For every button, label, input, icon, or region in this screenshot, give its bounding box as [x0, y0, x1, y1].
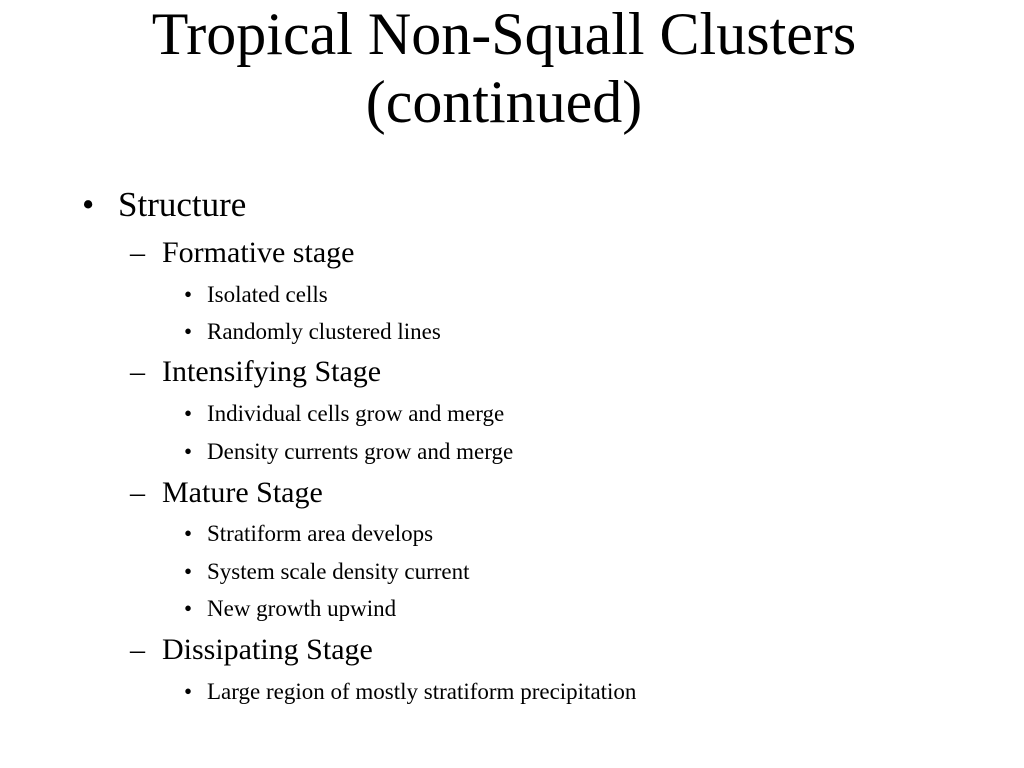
bullet-marker: •: [184, 596, 193, 621]
bullet-marker: •: [184, 521, 193, 546]
dash-marker: –: [130, 633, 145, 666]
item-text: Individual cells grow and merge: [207, 401, 505, 426]
bullet-marker: •: [184, 439, 193, 464]
slide-title-line-1: Tropical Non-Squall Clusters: [151, 1, 857, 67]
dash-marker: –: [130, 355, 145, 388]
item-text: New growth upwind: [207, 596, 397, 621]
sub-bullet-text: Dissipating Stage: [162, 633, 373, 666]
item-text: Large region of mostly stratiform precipitation: [207, 679, 637, 704]
bullet-marker: •: [184, 559, 193, 584]
bullet-marker: •: [184, 282, 193, 307]
sub-bullet-text: Intensifying Stage: [162, 355, 382, 388]
slide-title: [0, 0, 1008, 136]
slide-title-line-2: (continued): [365, 69, 643, 135]
item-text: Density currents grow and merge: [207, 439, 514, 464]
bullet-text: Structure: [118, 185, 247, 224]
item-text: Isolated cells: [207, 282, 328, 307]
item-text: System scale density current: [207, 559, 470, 584]
bullet-marker: •: [184, 401, 193, 426]
bullet-marker: •: [184, 679, 193, 704]
dash-marker: –: [130, 476, 145, 509]
bullet-marker: •: [184, 319, 193, 344]
item-text: Stratiform area develops: [207, 521, 434, 546]
sub-bullet-text: Mature Stage: [162, 476, 323, 509]
sub-bullet-text: Formative stage: [162, 236, 355, 269]
dash-marker: –: [130, 236, 145, 269]
item-text: Randomly clustered lines: [207, 319, 441, 344]
bullet-marker: •: [82, 185, 95, 224]
